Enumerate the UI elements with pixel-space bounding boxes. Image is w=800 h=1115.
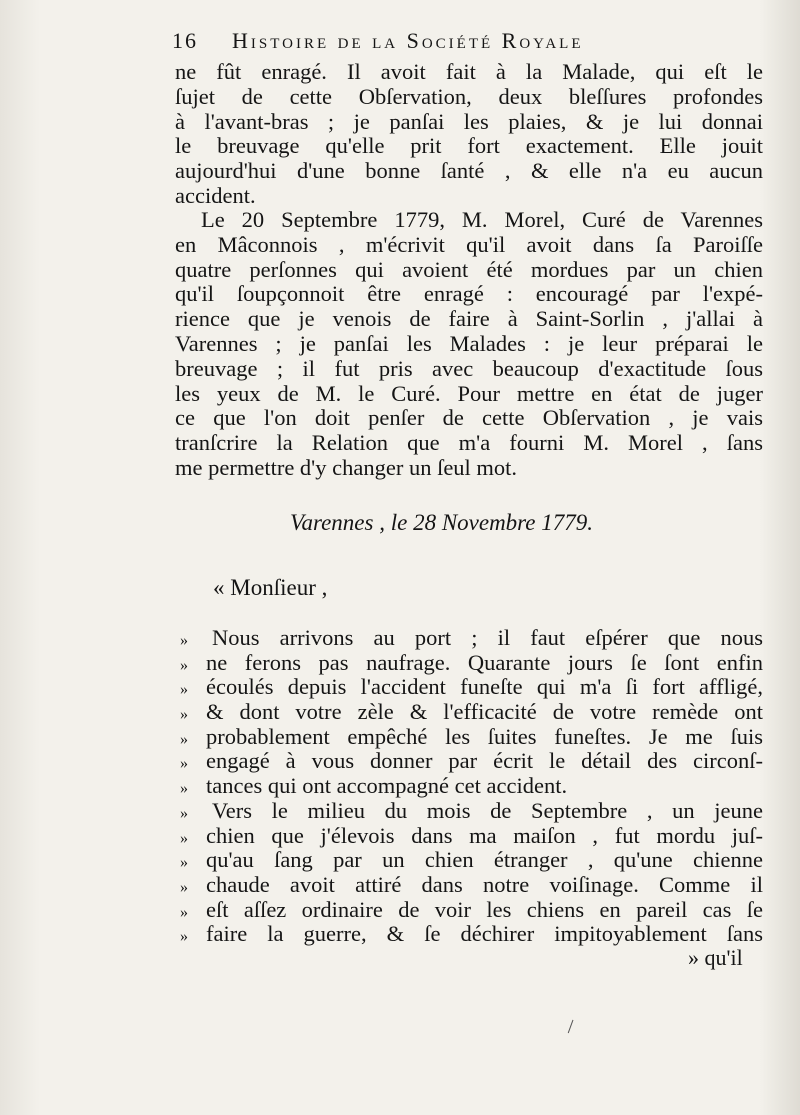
paragraph-continued: [175, 60, 763, 209]
letter-line: [180, 749, 763, 774]
letter-line-text: chien que j'élevois dans ma maiſon , fut mordu juſ-: [206, 822, 763, 848]
guillemet: »: [180, 656, 188, 674]
text-line: ſujet de cette Obſervation, deux bleſſures profondes: [175, 83, 763, 109]
letter-line: [180, 725, 763, 750]
letter-line: [180, 873, 763, 898]
letter-line-text: tances qui ont accompagné cet accident.: [206, 773, 568, 799]
text-line: tranſcrire la Relation que m'a fourni M. Morel , ſans: [175, 430, 763, 456]
guillemet: »: [180, 878, 188, 896]
letter-dateline: Varennes , le 28 Novembre 1779.: [290, 510, 593, 535]
guillemet: »: [180, 804, 188, 822]
text-line: Varennes ; je panſai les Malades : je leur préparai le: [175, 330, 763, 356]
letter-line: [180, 626, 763, 651]
letter-line-text: probablement empêché les ſuites funeſtes. Je me ſuis: [206, 723, 763, 749]
letter-line-text: Vers le milieu du mois de Septembre , un jeune: [212, 797, 763, 823]
text-line: breuvage ; il fut pris avec beaucoup d'exactitude ſous: [175, 355, 763, 381]
text-line: les yeux de M. le Curé. Pour mettre en état de juger: [175, 380, 763, 406]
paragraph-morel: [175, 208, 763, 481]
guillemet: »: [180, 780, 188, 798]
letter-line: [180, 675, 763, 700]
text-line: en Mâconnois , m'écrivit qu'il avoit dans ſa Paroiſſe: [175, 231, 763, 257]
letter-line-text: faire la guerre, & ſe déchirer impitoyablement ſans: [206, 921, 763, 947]
text-line: Le 20 Septembre 1779, M. Morel, Curé de Varennes: [201, 207, 763, 232]
text-line: à l'avant-bras ; je panſai les plaies, & je lui donnai: [175, 108, 763, 134]
letter-line: [180, 824, 763, 849]
letter-line: [180, 700, 763, 725]
letter-line-text: chaude avoit attiré dans notre voiſinage. Comme il: [206, 871, 763, 897]
letter-salutation: « Monſieur ,: [213, 575, 328, 600]
guillemet: »: [180, 903, 188, 921]
guillemet: »: [180, 854, 188, 872]
running-title: Histoire de la Société Royale: [232, 28, 584, 53]
letter-line-text: Nous arrivons au port ; il faut eſpérer que nous: [212, 625, 763, 650]
letter-line-text: ne ferons pas naufrage. Quarante jours ſe ſont enfin: [206, 649, 763, 675]
guillemet: »: [180, 928, 188, 946]
page-number: 16: [172, 28, 198, 53]
running-header: [172, 24, 692, 60]
letter-line-text: écoulés depuis l'accident funeſte qui m'a ſi fort affligé,: [206, 674, 763, 700]
letter-line: [180, 922, 763, 947]
letter-line: [180, 651, 763, 676]
guillemet: »: [180, 730, 188, 748]
guillemet: »: [180, 632, 188, 649]
text-line: aujourd'hui d'une bonne ſanté , & elle n'a eu aucun: [175, 158, 763, 184]
guillemet: »: [180, 755, 188, 773]
text-line: me permettre d'y changer un ſeul mot.: [175, 454, 518, 480]
guillemet: »: [180, 829, 188, 847]
text-line: qu'il ſoupçonnoit être enragé : encouragé par l'expé-: [175, 281, 763, 307]
text-line: ne fût enragé. Il avoit fait à la Malade, qui eſt le: [175, 59, 763, 84]
catchword: » qu'il: [688, 945, 743, 970]
text-line: rience que je venois de faire à Saint-Sorlin , j'allai à: [175, 306, 763, 332]
guillemet: »: [180, 706, 188, 724]
letter-body: [180, 626, 763, 947]
letter-line: [180, 799, 763, 824]
text-line: le breuvage qu'elle prit fort exactement. Elle jouit: [175, 133, 763, 159]
letter-line-text: & dont votre zèle & l'efficacité de votre remède ont: [206, 699, 763, 725]
letter-line: [180, 848, 763, 873]
text-line: ce que l'on doit penſer de cette Obſervation , je vais: [175, 405, 763, 431]
letter-line-text: engagé à vous donner par écrit le détail des circonſ-: [206, 748, 763, 774]
letter-line: [180, 774, 763, 799]
text-line: accident.: [175, 182, 256, 208]
guillemet: »: [180, 681, 188, 699]
letter-line-text: eſt aſſez ordinaire de voir les chiens en pareil cas ſe: [206, 896, 763, 922]
letter-line: [180, 898, 763, 923]
text-line: quatre perſonnes qui avoient été mordues par un chien: [175, 256, 763, 282]
letter-line-text: qu'au ſang par un chien étranger , qu'une chienne: [206, 847, 763, 873]
